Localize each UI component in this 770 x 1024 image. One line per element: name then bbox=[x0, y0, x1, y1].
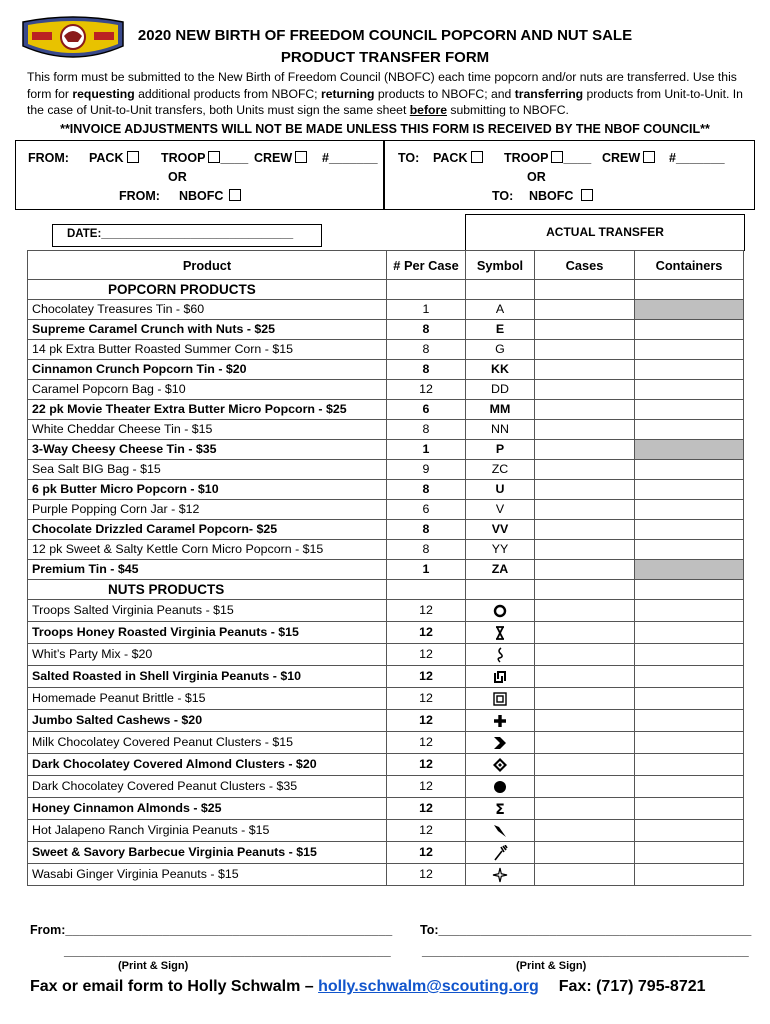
containers-input[interactable] bbox=[635, 864, 744, 886]
email-link[interactable]: holly.schwalm@scouting.org bbox=[318, 978, 539, 995]
product-name: Cinnamon Crunch Popcorn Tin - $20 bbox=[28, 360, 387, 380]
product-name: Whit’s Party Mix - $20 bbox=[28, 644, 387, 666]
product-name: Premium Tin - $45 bbox=[28, 560, 387, 580]
cases-input[interactable] bbox=[535, 360, 635, 380]
table-row bbox=[28, 732, 744, 754]
per-case: 12 bbox=[387, 710, 466, 732]
table-row bbox=[28, 520, 744, 540]
from-pack-checkbox[interactable] bbox=[127, 151, 139, 163]
product-symbol bbox=[466, 864, 535, 886]
cases-input[interactable] bbox=[535, 380, 635, 400]
cases-input[interactable] bbox=[535, 622, 635, 644]
to-signature-line-2[interactable]: _______________________________________________ bbox=[422, 944, 749, 958]
product-symbol bbox=[466, 644, 535, 666]
per-case: 8 bbox=[387, 360, 466, 380]
product-symbol: NN bbox=[466, 420, 535, 440]
containers-input bbox=[635, 560, 744, 580]
product-symbol bbox=[466, 776, 535, 798]
cases-input[interactable] bbox=[535, 480, 635, 500]
containers-input bbox=[635, 440, 744, 460]
product-name: 12 pk Sweet & Salty Kettle Corn Micro Popcorn - $15 bbox=[28, 540, 387, 560]
pepper-icon bbox=[492, 823, 508, 839]
cases-input[interactable] bbox=[535, 440, 635, 460]
header-per-case: # Per Case bbox=[387, 251, 466, 280]
from-or: OR bbox=[168, 170, 187, 184]
section-row bbox=[28, 280, 744, 300]
from-label-2: FROM: bbox=[119, 189, 160, 203]
product-name: Troops Honey Roasted Virginia Peanuts - $15 bbox=[28, 622, 387, 644]
per-case: 8 bbox=[387, 520, 466, 540]
per-case: 12 bbox=[387, 622, 466, 644]
containers-input[interactable] bbox=[635, 732, 744, 754]
form-title: 2020 NEW BIRTH OF FREEDOM COUNCIL POPCORN AND NUT SALE bbox=[137, 27, 633, 44]
cross-icon bbox=[492, 713, 508, 729]
product-symbol: DD bbox=[466, 380, 535, 400]
shekel-icon bbox=[492, 669, 508, 685]
cases-input[interactable] bbox=[535, 688, 635, 710]
invoice-notice: **INVOICE ADJUSTMENTS WILL NOT BE MADE UNLESS THIS FORM IS RECEIVED BY THE NBOF COUNCIL** bbox=[60, 122, 710, 136]
to-nbofc-checkbox[interactable] bbox=[581, 189, 593, 201]
per-case: 12 bbox=[387, 820, 466, 842]
product-symbol bbox=[466, 666, 535, 688]
containers-input[interactable] bbox=[635, 820, 744, 842]
product-name: Honey Cinnamon Almonds - $25 bbox=[28, 798, 387, 820]
product-symbol bbox=[466, 820, 535, 842]
to-signature-line[interactable]: To:_____________________________________________ bbox=[420, 923, 752, 937]
to-pack-checkbox[interactable] bbox=[471, 151, 483, 163]
per-case: 6 bbox=[387, 400, 466, 420]
from-label: FROM: bbox=[28, 151, 69, 165]
product-symbol: VV bbox=[466, 520, 535, 540]
from-signature-line[interactable]: From:_______________________________________________ bbox=[30, 923, 393, 937]
product-name: Wasabi Ginger Virginia Peanuts - $15 bbox=[28, 864, 387, 886]
table-row bbox=[28, 710, 744, 732]
product-name: Salted Roasted in Shell Virginia Peanuts - $10 bbox=[28, 666, 387, 688]
table-header bbox=[28, 251, 744, 280]
table-row bbox=[28, 380, 744, 400]
product-symbol: E bbox=[466, 320, 535, 340]
fork-icon bbox=[492, 845, 508, 861]
per-case: 12 bbox=[387, 666, 466, 688]
table-row bbox=[28, 644, 744, 666]
hourglass-icon bbox=[492, 625, 508, 641]
fax-number: Fax: (717) 795-8721 bbox=[558, 978, 706, 995]
product-table bbox=[27, 250, 744, 886]
sigma-icon bbox=[492, 801, 508, 817]
table-row bbox=[28, 600, 744, 622]
cases-input[interactable] bbox=[535, 666, 635, 688]
product-symbol bbox=[466, 842, 535, 864]
svg-text:Σ: Σ bbox=[495, 801, 505, 817]
product-name: Sweet & Savory Barbecue Virginia Peanuts - $15 bbox=[28, 842, 387, 864]
containers-input[interactable] bbox=[635, 644, 744, 666]
ring-icon bbox=[492, 603, 508, 619]
containers-input[interactable] bbox=[635, 380, 744, 400]
containers-input[interactable] bbox=[635, 540, 744, 560]
containers-input[interactable] bbox=[635, 460, 744, 480]
per-case: 1 bbox=[387, 440, 466, 460]
nuts-section-title: NUTS PRODUCTS bbox=[28, 580, 387, 600]
cases-input[interactable] bbox=[535, 520, 635, 540]
to-troop[interactable]: TROOP ____ bbox=[504, 151, 592, 165]
from-crew-checkbox[interactable] bbox=[295, 151, 307, 163]
date-label: DATE:______________________________ bbox=[67, 228, 294, 240]
to-box bbox=[383, 140, 755, 210]
cases-input[interactable] bbox=[535, 754, 635, 776]
product-name: Hot Jalapeno Ranch Virginia Peanuts - $15 bbox=[28, 820, 387, 842]
date-field[interactable] bbox=[52, 224, 322, 247]
from-crew[interactable]: CREW bbox=[254, 151, 307, 165]
per-case: 12 bbox=[387, 600, 466, 622]
product-symbol: ZA bbox=[466, 560, 535, 580]
per-case: 8 bbox=[387, 540, 466, 560]
cases-input[interactable] bbox=[535, 560, 635, 580]
product-symbol: A bbox=[466, 300, 535, 320]
product-name: Chocolate Drizzled Caramel Popcorn- $25 bbox=[28, 520, 387, 540]
cases-input[interactable] bbox=[535, 644, 635, 666]
table-row bbox=[28, 842, 744, 864]
containers-input[interactable] bbox=[635, 622, 744, 644]
header-symbol: Symbol bbox=[466, 251, 535, 280]
per-case: 12 bbox=[387, 754, 466, 776]
per-case: 12 bbox=[387, 380, 466, 400]
to-nbofc[interactable]: NBOFC bbox=[529, 189, 593, 203]
swirl-icon bbox=[492, 647, 508, 663]
containers-input[interactable] bbox=[635, 688, 744, 710]
to-pack[interactable]: PACK bbox=[433, 151, 483, 165]
table-row bbox=[28, 440, 744, 460]
form-subtitle: PRODUCT TRANSFER FORM bbox=[280, 49, 490, 66]
diamond-icon bbox=[492, 757, 508, 773]
to-troop-checkbox[interactable] bbox=[551, 151, 563, 163]
product-name: White Cheddar Cheese Tin - $15 bbox=[28, 420, 387, 440]
to-crew-checkbox[interactable] bbox=[643, 151, 655, 163]
cases-input[interactable] bbox=[535, 710, 635, 732]
per-case: 12 bbox=[387, 776, 466, 798]
header-cases: Cases bbox=[535, 251, 635, 280]
from-troop[interactable]: TROOP ____ bbox=[161, 151, 249, 165]
from-pack[interactable]: PACK bbox=[89, 151, 139, 165]
table-row bbox=[28, 320, 744, 340]
section-row bbox=[28, 580, 744, 600]
from-troop-checkbox[interactable] bbox=[208, 151, 220, 163]
cases-input[interactable] bbox=[535, 420, 635, 440]
product-symbol: U bbox=[466, 480, 535, 500]
product-symbol: KK bbox=[466, 360, 535, 380]
chevron-icon bbox=[492, 735, 508, 751]
cases-input[interactable] bbox=[535, 820, 635, 842]
containers-input[interactable] bbox=[635, 360, 744, 380]
product-symbol: P bbox=[466, 440, 535, 460]
product-symbol bbox=[466, 600, 535, 622]
popcorn-section-title: POPCORN PRODUCTS bbox=[28, 280, 387, 300]
product-name: Supreme Caramel Crunch with Nuts - $25 bbox=[28, 320, 387, 340]
cases-input[interactable] bbox=[535, 798, 635, 820]
per-case: 12 bbox=[387, 864, 466, 886]
containers-input[interactable] bbox=[635, 340, 744, 360]
intro-text: This form must be submitted to the New Birth of Freedom Council (NBOFC) each time popcorn and/or nuts are transferred. Use this form for requesting additional products from NBOFC; returning products to NBOFC; and transferring products from Unit-to-Unit. In the case of Unit-to-Unit transfers, both Units must sign the same sheet before submitting to NBOFC. bbox=[27, 70, 743, 117]
dot-icon bbox=[492, 779, 508, 795]
product-symbol bbox=[466, 710, 535, 732]
to-label-2: TO: bbox=[492, 189, 514, 203]
per-case: 12 bbox=[387, 732, 466, 754]
table-row bbox=[28, 420, 744, 440]
product-symbol: YY bbox=[466, 540, 535, 560]
table-row bbox=[28, 798, 744, 820]
cases-input[interactable] bbox=[535, 732, 635, 754]
product-name: Dark Chocolatey Covered Peanut Clusters - $35 bbox=[28, 776, 387, 798]
actual-transfer-header: ACTUAL TRANSFER bbox=[465, 214, 745, 251]
from-signature-line-2[interactable]: _______________________________________________ bbox=[64, 944, 391, 958]
per-case: 8 bbox=[387, 480, 466, 500]
per-case: 12 bbox=[387, 798, 466, 820]
cases-input[interactable] bbox=[535, 320, 635, 340]
to-crew[interactable]: CREW bbox=[602, 151, 655, 165]
product-name: Jumbo Salted Cashews - $20 bbox=[28, 710, 387, 732]
table-row bbox=[28, 622, 744, 644]
product-symbol bbox=[466, 732, 535, 754]
table-row bbox=[28, 820, 744, 842]
cases-input[interactable] bbox=[535, 776, 635, 798]
cases-input[interactable] bbox=[535, 540, 635, 560]
to-unit-number[interactable]: #_______ bbox=[669, 151, 725, 165]
containers-input[interactable] bbox=[635, 754, 744, 776]
from-unit-number[interactable]: #_______ bbox=[322, 151, 378, 165]
product-name: Troops Salted Virginia Peanuts - $15 bbox=[28, 600, 387, 622]
containers-input[interactable] bbox=[635, 776, 744, 798]
per-case: 9 bbox=[387, 460, 466, 480]
product-symbol: ZC bbox=[466, 460, 535, 480]
table-row bbox=[28, 460, 744, 480]
containers-input[interactable] bbox=[635, 520, 744, 540]
table-row bbox=[28, 754, 744, 776]
table-row bbox=[28, 540, 744, 560]
product-name: 14 pk Extra Butter Roasted Summer Corn - $15 bbox=[28, 340, 387, 360]
product-name: Caramel Popcorn Bag - $10 bbox=[28, 380, 387, 400]
table-row bbox=[28, 400, 744, 420]
product-name: Homemade Peanut Brittle - $15 bbox=[28, 688, 387, 710]
per-case: 12 bbox=[387, 644, 466, 666]
from-print-sign: (Print & Sign) bbox=[118, 960, 189, 972]
product-symbol: MM bbox=[466, 400, 535, 420]
from-nbofc-checkbox[interactable] bbox=[229, 189, 241, 201]
product-name: Sea Salt BIG Bag - $15 bbox=[28, 460, 387, 480]
per-case: 8 bbox=[387, 320, 466, 340]
cases-input[interactable] bbox=[535, 460, 635, 480]
cases-input[interactable] bbox=[535, 600, 635, 622]
from-nbofc[interactable]: NBOFC bbox=[179, 189, 241, 203]
table-row bbox=[28, 560, 744, 580]
cases-input[interactable] bbox=[535, 842, 635, 864]
table-row bbox=[28, 500, 744, 520]
cases-input[interactable] bbox=[535, 864, 635, 886]
product-name: 22 pk Movie Theater Extra Butter Micro Popcorn - $25 bbox=[28, 400, 387, 420]
containers-input[interactable] bbox=[635, 480, 744, 500]
footer-contact: Fax or email form to Holly Schwalm – holly.schwalm@scouting.org Fax: (717) 795-8721 bbox=[30, 978, 706, 995]
product-symbol bbox=[466, 622, 535, 644]
per-case: 8 bbox=[387, 420, 466, 440]
per-case: 1 bbox=[387, 560, 466, 580]
table-row bbox=[28, 340, 744, 360]
cases-input[interactable] bbox=[535, 340, 635, 360]
containers-input[interactable] bbox=[635, 420, 744, 440]
per-case: 6 bbox=[387, 500, 466, 520]
product-symbol: G bbox=[466, 340, 535, 360]
product-symbol: V bbox=[466, 500, 535, 520]
table-row bbox=[28, 666, 744, 688]
table-row bbox=[28, 776, 744, 798]
table-row bbox=[28, 864, 744, 886]
containers-input[interactable] bbox=[635, 320, 744, 340]
containers-input[interactable] bbox=[635, 798, 744, 820]
containers-input bbox=[635, 300, 744, 320]
product-name: 6 pk Butter Micro Popcorn - $10 bbox=[28, 480, 387, 500]
to-label: TO: bbox=[398, 151, 420, 165]
product-symbol bbox=[466, 754, 535, 776]
containers-input[interactable] bbox=[635, 842, 744, 864]
table-row bbox=[28, 300, 744, 320]
header-product: Product bbox=[28, 251, 387, 280]
containers-input[interactable] bbox=[635, 666, 744, 688]
product-name: Dark Chocolatey Covered Almond Clusters - $20 bbox=[28, 754, 387, 776]
containers-input[interactable] bbox=[635, 600, 744, 622]
cases-input[interactable] bbox=[535, 300, 635, 320]
per-case: 1 bbox=[387, 300, 466, 320]
to-or: OR bbox=[527, 170, 546, 184]
product-symbol bbox=[466, 798, 535, 820]
table-row bbox=[28, 688, 744, 710]
per-case: 12 bbox=[387, 842, 466, 864]
to-print-sign: (Print & Sign) bbox=[516, 960, 587, 972]
from-box bbox=[15, 140, 385, 210]
cases-input[interactable] bbox=[535, 500, 635, 520]
nested-square-icon bbox=[492, 691, 508, 707]
table-row bbox=[28, 360, 744, 380]
product-name: 3-Way Cheesy Cheese Tin - $35 bbox=[28, 440, 387, 460]
containers-input[interactable] bbox=[635, 400, 744, 420]
product-name: Purple Popping Corn Jar - $12 bbox=[28, 500, 387, 520]
containers-input[interactable] bbox=[635, 500, 744, 520]
per-case: 8 bbox=[387, 340, 466, 360]
star-icon bbox=[492, 867, 508, 883]
cases-input[interactable] bbox=[535, 400, 635, 420]
product-symbol bbox=[466, 688, 535, 710]
product-name: Chocolatey Treasures Tin - $60 bbox=[28, 300, 387, 320]
header-containers: Containers bbox=[635, 251, 744, 280]
table-row bbox=[28, 480, 744, 500]
product-name: Milk Chocolatey Covered Peanut Clusters - $15 bbox=[28, 732, 387, 754]
per-case: 12 bbox=[387, 688, 466, 710]
containers-input[interactable] bbox=[635, 710, 744, 732]
